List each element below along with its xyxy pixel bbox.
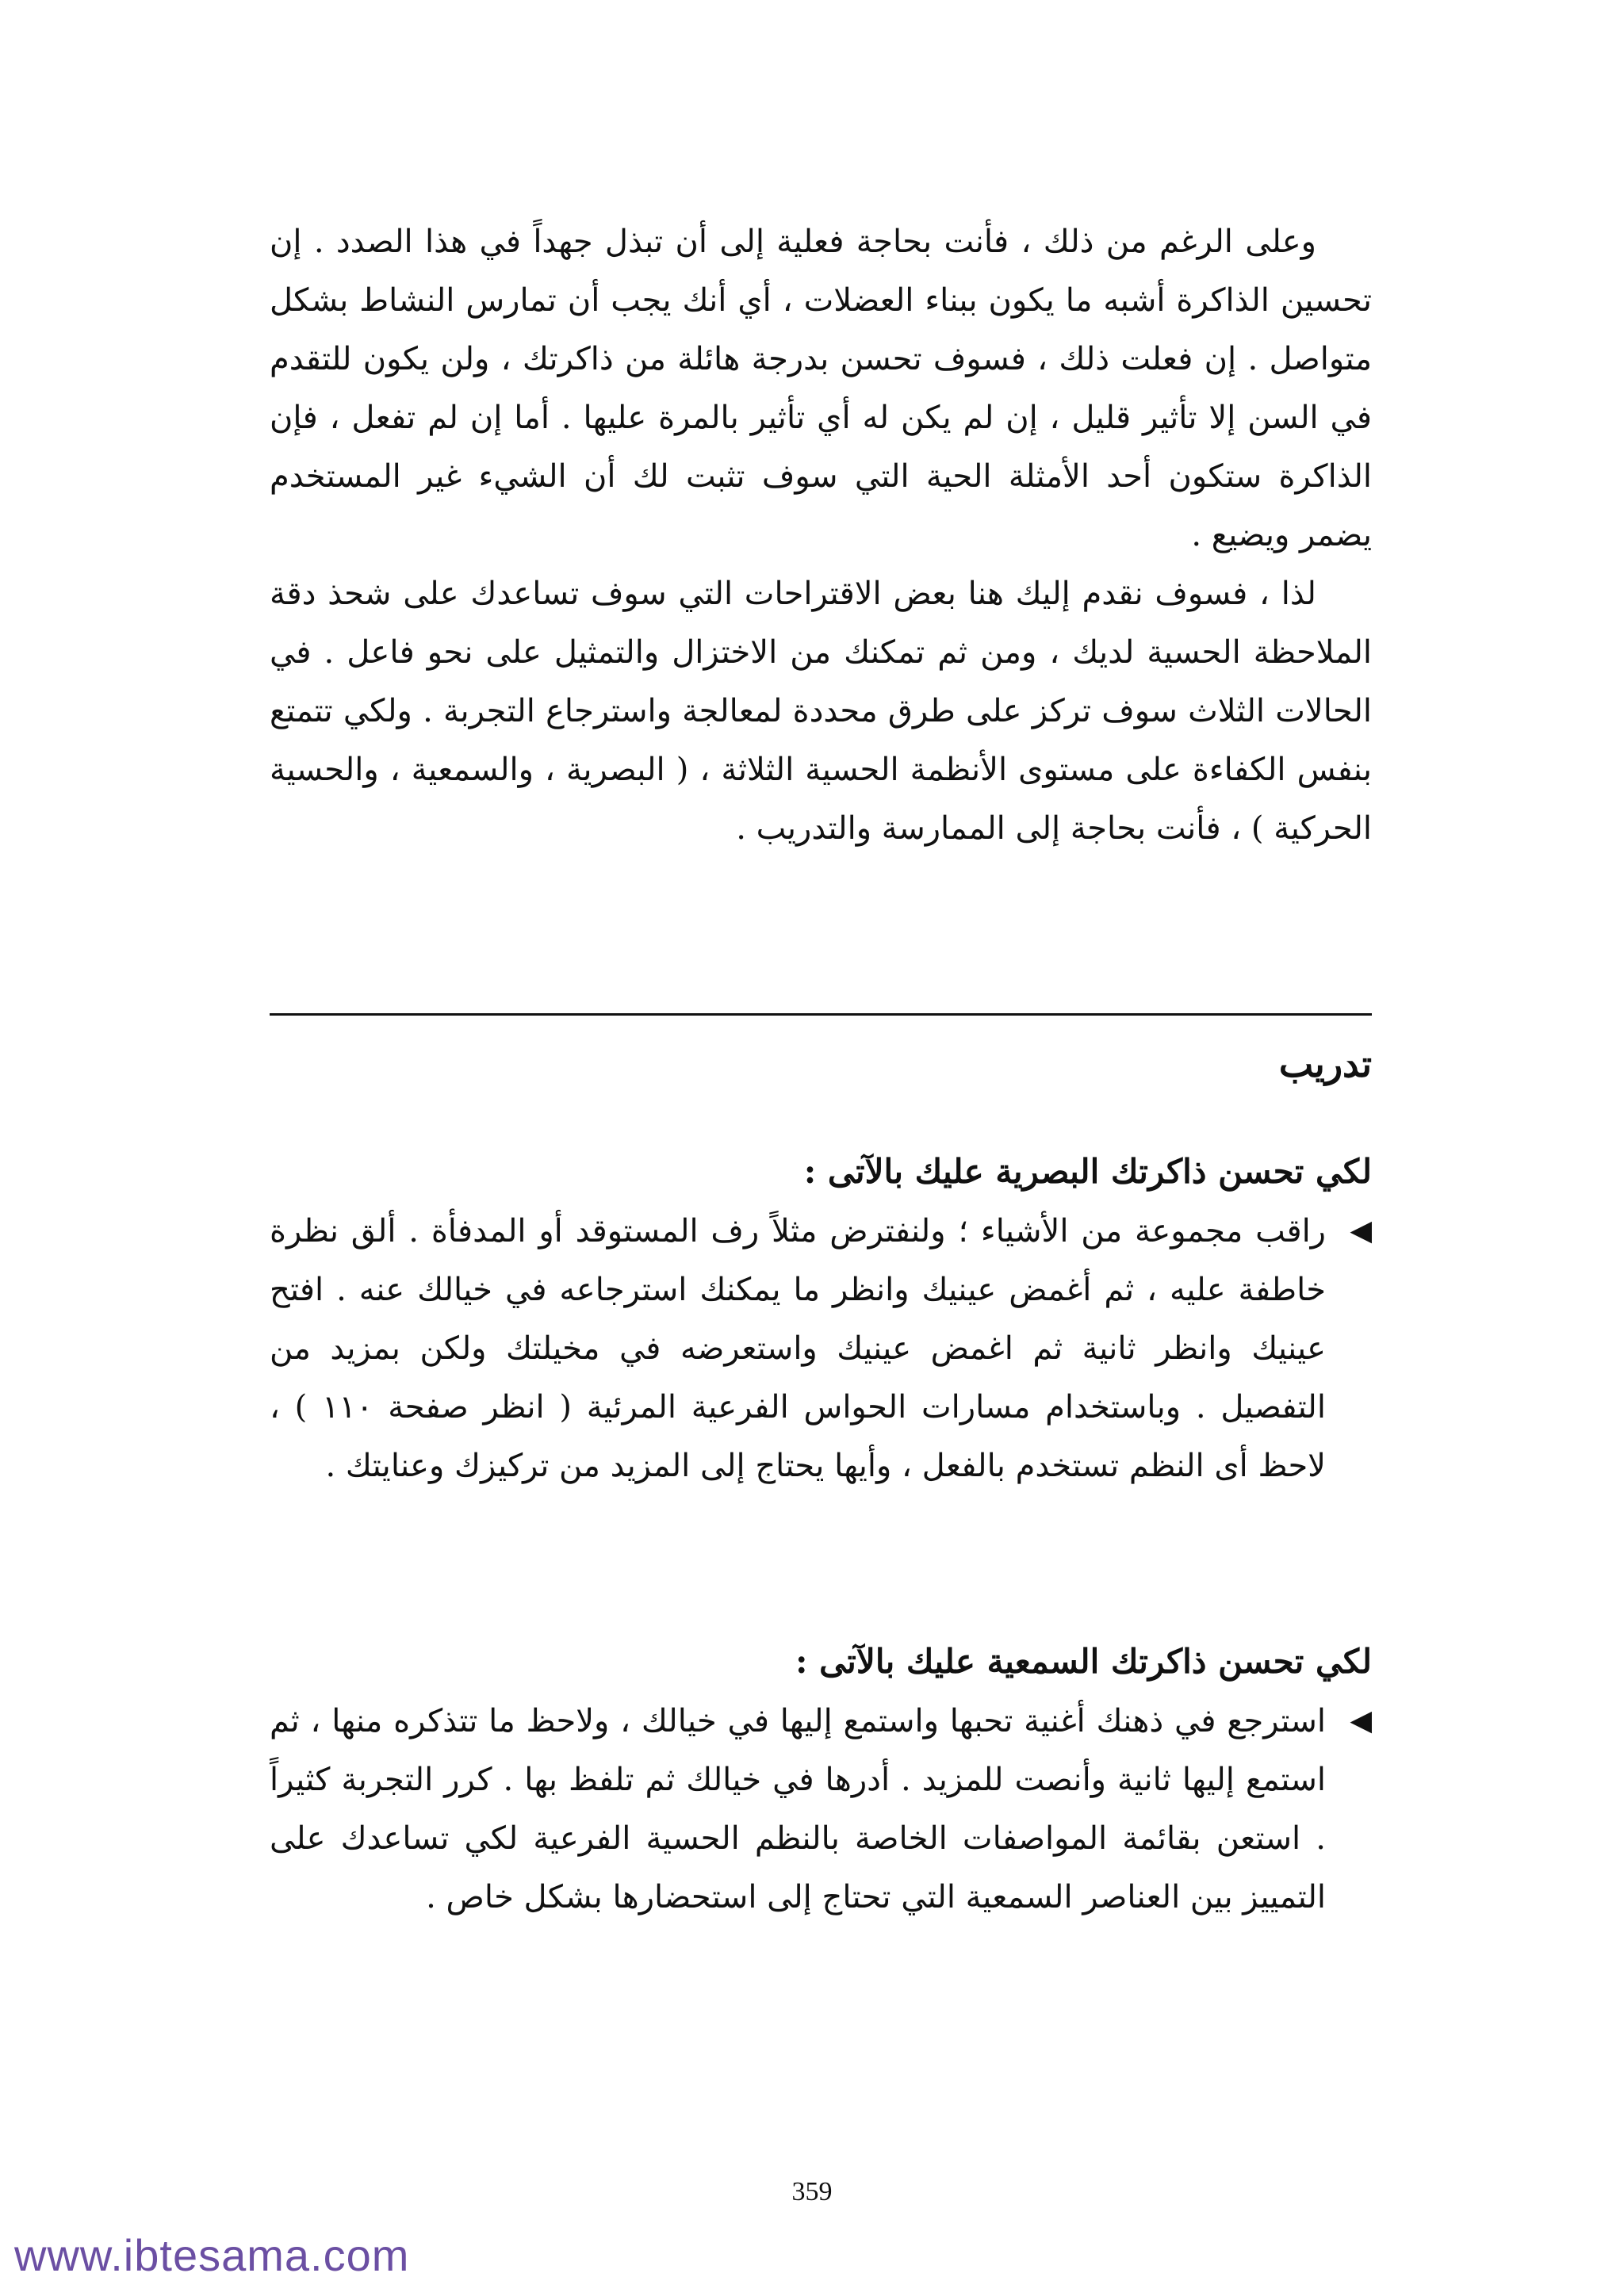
triangle-bullet-icon: ◀ bbox=[1350, 1215, 1372, 1247]
page-number: 359 bbox=[791, 2177, 833, 2206]
intro-paragraph-1: وعلى الرغم من ذلك ، فأنت بحاجة فعلية إلى أن تبذل جهداً في هذا الصدد . إن تحسين الذاكرة أشبه ما يكون ببناء العضلات ، أي أنك يجب أن تمارس النشاط بشكل متواصل . إن فعلت ذلك ، فسوف تحسن بدرجة هائلة من ذاكرتك ، ولن يكون للتقدم في السن إلا تأثير قليل ، إن لم يكن له أي تأثير بالمرة عليها . أما إن لم تفعل ، فإن الذاكرة ستكون أحد الأمثلة الحية التي سوف تثبت لك أن الشيء غير المستخدم يضمر ويضيع . bbox=[270, 224, 1372, 553]
exercise-title: لكي تحسن ذاكرتك البصرية عليك بالآتى : bbox=[803, 1152, 1372, 1191]
exercise-title: لكي تحسن ذاكرتك السمعية عليك بالآتى : bbox=[795, 1642, 1372, 1681]
triangle-bullet-icon: ◀ bbox=[1350, 1705, 1372, 1737]
exercise-visual-memory bbox=[270, 1142, 1372, 1495]
intro-text bbox=[270, 212, 1372, 858]
exercise-item bbox=[270, 1692, 1372, 1927]
exercise-text: راقب مجموعة من الأشياء ؛ ولنفترض مثلاً رف المستوقد أو المدفأة . ألق نظرة خاطفة عليه ، ثم أغمض عينيك وانظر ما يمكنك استرجاعه في خيالك عنه . افتح عينيك وانظر ثانية ثم اغمض عينيك واستعرضه في مخيلتك ولكن بمزيد من التفصيل . وباستخدام مسارات الحواس الفرعية المرئية ( انظر صفحة ١١٠ ) ، لاحظ أى النظم تستخدم بالفعل ، وأيها يحتاج إلى المزيد من تركيزك وعنايتك . bbox=[270, 1213, 1326, 1484]
section-divider bbox=[270, 1013, 1372, 1016]
exercise-item bbox=[270, 1202, 1372, 1495]
intro-paragraph-2: لذا ، فسوف نقدم إليك هنا بعض الاقتراحات التي سوف تساعدك على شحذ دقة الملاحظة الحسية لديك ، ومن ثم تمكنك من الاختزال والتمثيل على نحو فاعل . في الحالات الثلاث سوف تركز على طرق محددة لمعالجة واسترجاع التجربة . ولكي تتمتع بنفس الكفاءة على مستوى الأنظمة الحسية الثلاثة ، ( البصرية ، والسمعية ، والحسية الحركية ) ، فأنت بحاجة إلى الممارسة والتدريب . bbox=[270, 576, 1372, 847]
section-heading: تدريب bbox=[1278, 1043, 1372, 1085]
exercise-text: استرجع في ذهنك أغنية تحبها واستمع إليها في خيالك ، ولاحظ ما تتذكره منها ، ثم استمع إليها ثانية وأنصت للمزيد . أدرها في خيالك ثم تلفظ بها . كرر التجربة كثيراً . استعن بقائمة المواصفات الخاصة بالنظم الحسية الفرعية لكي تساعدك على التمييز بين العناصر السمعية التي تحتاج إلى استحضارها بشكل خاص . bbox=[270, 1703, 1327, 1915]
exercise-auditory-memory bbox=[270, 1632, 1372, 1927]
website-watermark: www.ibtesama.com bbox=[14, 2230, 410, 2280]
